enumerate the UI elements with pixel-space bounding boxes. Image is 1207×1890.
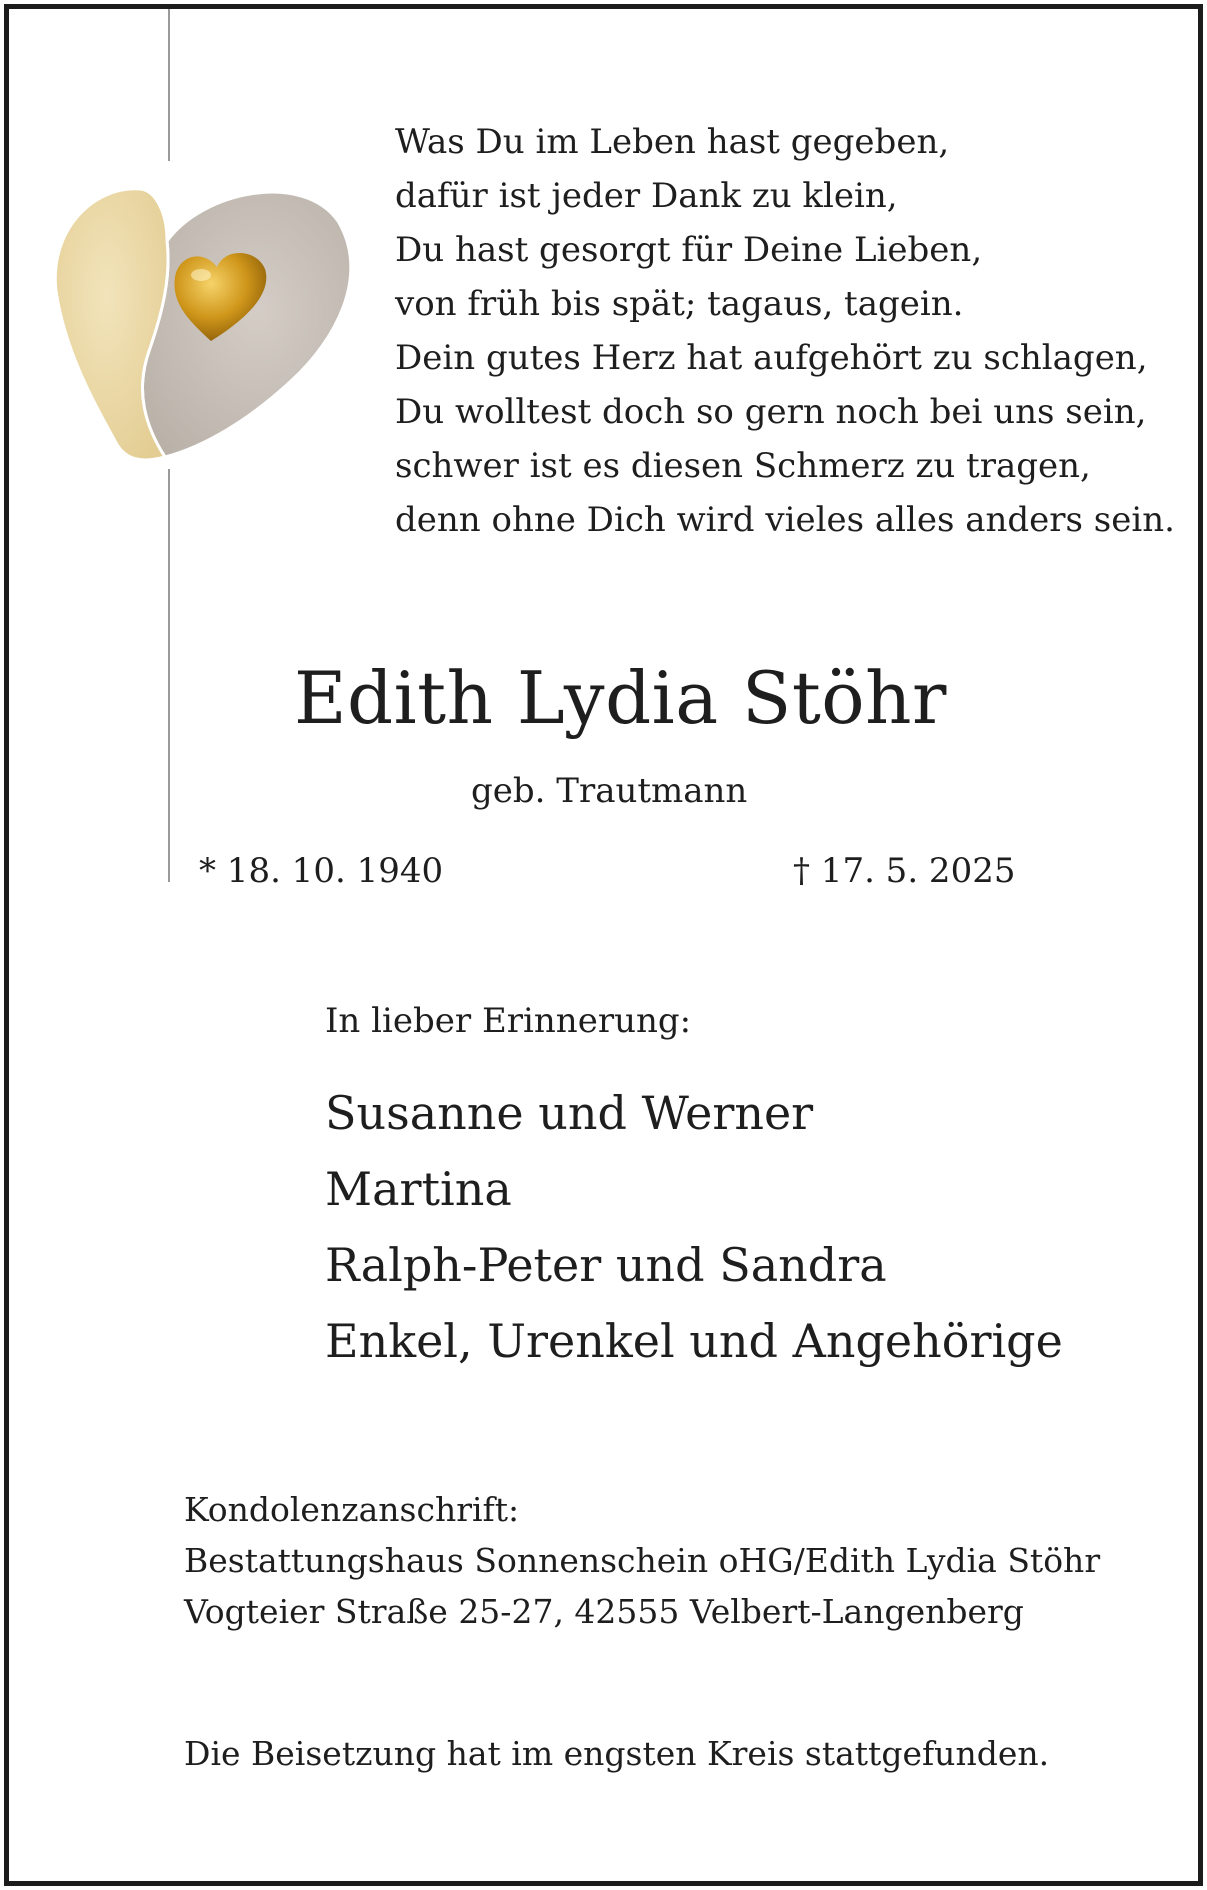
condolence-recipient: Bestattungshaus Sonnenschein oHG/Edith Lydia Stöhr <box>184 1541 1101 1580</box>
poem <box>395 115 1175 547</box>
poem-line: schwer ist es diesen Schmerz zu tragen, <box>395 446 1091 486</box>
birth-date: * 18. 10. 1940 <box>199 851 444 891</box>
vertical-divider-top <box>168 9 170 161</box>
deceased-name: Edith Lydia Stöhr <box>294 656 947 740</box>
burial-note: Die Beisetzung hat im engsten Kreis stattgefunden. <box>184 1734 1050 1773</box>
birth-name: geb. Trautmann <box>471 771 748 811</box>
double-heart-icon <box>53 171 371 476</box>
mourners-list <box>325 1075 1063 1379</box>
vertical-divider-bottom <box>168 469 170 882</box>
poem-line: Du hast gesorgt für Deine Lieben, <box>395 230 983 270</box>
condolence-address <box>184 1484 1100 1637</box>
obituary-notice <box>4 4 1203 1886</box>
condolence-heading: Kondolenzanschrift: <box>184 1490 520 1529</box>
poem-line: von früh bis spät; tagaus, tagein. <box>395 284 964 324</box>
memory-intro: In lieber Erinnerung: <box>325 1001 692 1041</box>
mourner-line: Ralph-Peter und Sandra <box>325 1238 887 1292</box>
mourner-line: Martina <box>325 1162 512 1216</box>
mourner-line: Enkel, Urenkel und Angehörige <box>325 1314 1063 1368</box>
death-date: † 17. 5. 2025 <box>793 851 1016 891</box>
gray-heart-half <box>142 192 350 457</box>
poem-line: dafür ist jeder Dank zu klein, <box>395 176 898 216</box>
poem-line: Dein gutes Herz hat aufgehört zu schlagen, <box>395 338 1148 378</box>
poem-line: Was Du im Leben hast gegeben, <box>395 122 950 162</box>
poem-line: denn ohne Dich wird vieles alles anders sein. <box>395 500 1175 540</box>
poem-line: Du wolltest doch so gern noch bei uns sein, <box>395 392 1147 432</box>
mourner-line: Susanne und Werner <box>325 1086 814 1140</box>
condolence-street: Vogteier Straße 25-27, 42555 Velbert-Langenberg <box>184 1592 1024 1631</box>
